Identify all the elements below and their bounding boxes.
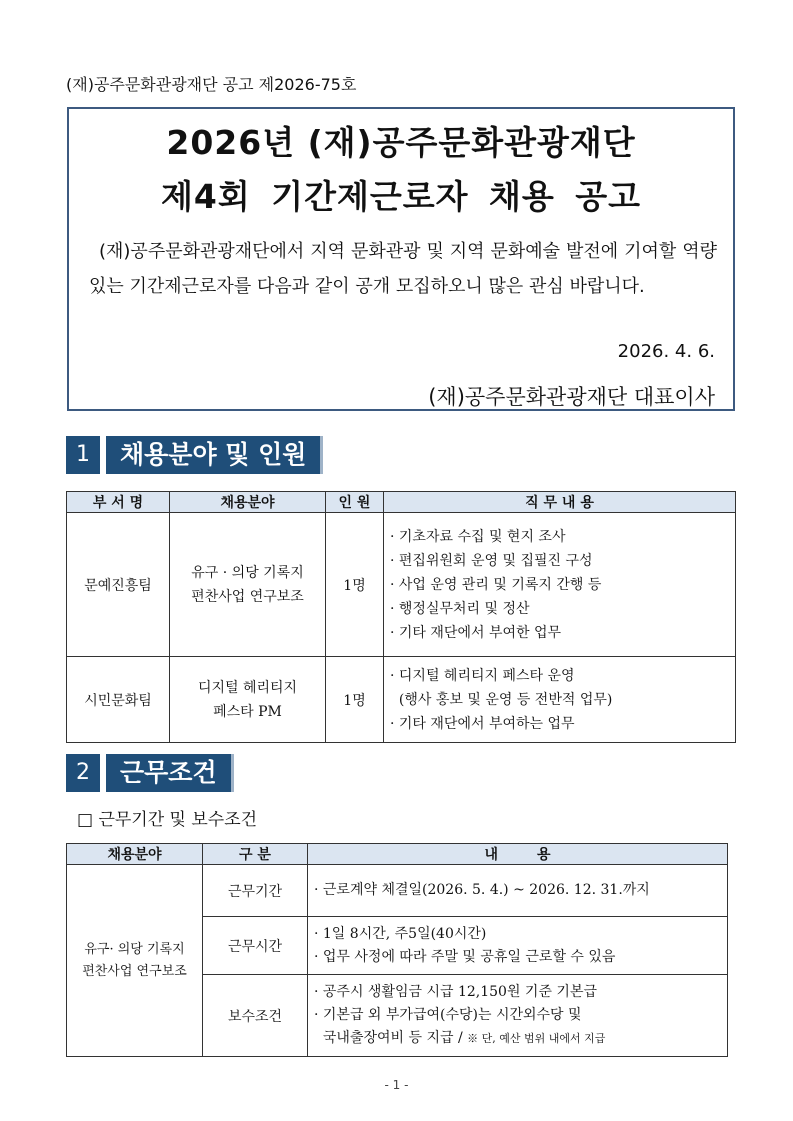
subheading: □ 근무기간 및 보수조건 — [77, 810, 258, 830]
duty-item: · 사업 운영 관리 및 기록지 간행 등 — [390, 576, 602, 593]
issuer: (재)공주문화관광재단 대표이사 — [428, 385, 715, 409]
duty-item: · 디지털 헤리티지 페스타 운영 — [390, 667, 575, 684]
section2-number: 2 — [66, 754, 100, 792]
field-line: 페스타 PM — [213, 703, 282, 720]
duty-item: · 기타 재단에서 부여한 업무 — [390, 624, 562, 641]
count-cell: 1명 — [326, 513, 384, 657]
content-line: · 공주시 생활임금 시급 12,150원 기준 기본급 — [314, 984, 597, 1000]
table-row — [67, 865, 728, 917]
duty-item: · 기초자료 수집 및 현지 조사 — [390, 528, 566, 545]
content-cell — [308, 865, 728, 917]
page-number: - 1 - — [384, 1078, 409, 1092]
field-cell — [170, 657, 326, 743]
category-cell: 근무시간 — [203, 917, 308, 975]
table-row — [67, 513, 736, 657]
page-title-line1: 2026년 (재)공주문화관광재단 — [166, 123, 636, 162]
section1-number: 1 — [66, 436, 100, 474]
conditions-table — [66, 843, 728, 1057]
field-cell — [170, 513, 326, 657]
duty-item: · 기타 재단에서 부여하는 업무 — [390, 715, 575, 732]
dept-cell: 문예진흥팀 — [67, 513, 170, 657]
content-line — [314, 1027, 721, 1050]
content-line: · 기본급 외 부가급여(수당)는 시간외수당 및 — [314, 1007, 582, 1023]
duty-item: · 행정실무처리 및 정산 — [390, 600, 530, 617]
header-category: 구 분 — [203, 844, 308, 865]
category-cell: 근무기간 — [203, 865, 308, 917]
budget-note: ※ 단, 예산 범위 내에서 지급 — [467, 1032, 606, 1045]
announcement-date: 2026. 4. 6. — [617, 341, 715, 362]
field-cell — [67, 865, 203, 1057]
duty-item: · 편집위원회 운영 및 집필진 구성 — [390, 552, 593, 569]
field-line: 디지털 헤리티지 — [197, 679, 298, 696]
field-line: 편찬사업 연구보조 — [82, 963, 187, 979]
table-header-row — [67, 492, 736, 513]
header-field: 채용분야 — [170, 492, 326, 513]
count-cell: 1명 — [326, 657, 384, 743]
field-line: 유구 · 의당 기록지 — [191, 564, 304, 581]
page-title-line2: 제4회 기간제근로자 채용 공고 — [161, 177, 641, 216]
notice-number: (재)공주문화관광재단 공고 제2026-75호 — [66, 75, 357, 94]
field-line: 편찬사업 연구보조 — [191, 588, 304, 605]
header-field: 채용분야 — [67, 844, 203, 865]
duties-cell — [384, 513, 736, 657]
content-line: · 1일 8시간, 주5일(40시간) — [314, 925, 487, 942]
section2-title: 근무조건 — [106, 754, 234, 792]
duties-cell — [384, 657, 736, 743]
recruitment-table — [66, 491, 736, 743]
field-line: 유구· 의당 기록지 — [84, 941, 185, 957]
category-cell: 보수조건 — [203, 975, 308, 1057]
content-line: · 업무 사정에 따라 주말 및 공휴일 근로할 수 있음 — [314, 948, 616, 965]
section1-title: 채용분야 및 인원 — [106, 436, 323, 474]
intro-paragraph: (재)공주문화관광재단에서 지역 문화관광 및 지역 문화예술 발전에 기여할 역량있는 기간제근로자를 다음과 같이 공개 모집하오니 많은 관심 바랍니다. — [89, 241, 717, 297]
header-count: 인 원 — [326, 492, 384, 513]
dept-cell: 시민문화팀 — [67, 657, 170, 743]
header-dept: 부 서 명 — [67, 492, 170, 513]
table-header-row — [67, 844, 728, 865]
header-duties: 직 무 내 용 — [384, 492, 736, 513]
content-cell — [308, 975, 728, 1057]
title-box — [67, 107, 735, 411]
duty-item: (행사 홍보 및 운영 등 전반적 업무) — [390, 691, 613, 708]
content-line: · 근로계약 체결일(2026. 5. 4.) ~ 2026. 12. 31.까지 — [314, 882, 650, 898]
table-row — [67, 657, 736, 743]
content-text: 국내출장여비 등 지급 / — [314, 1030, 468, 1046]
content-cell — [308, 917, 728, 975]
header-content: 내 용 — [308, 844, 728, 865]
